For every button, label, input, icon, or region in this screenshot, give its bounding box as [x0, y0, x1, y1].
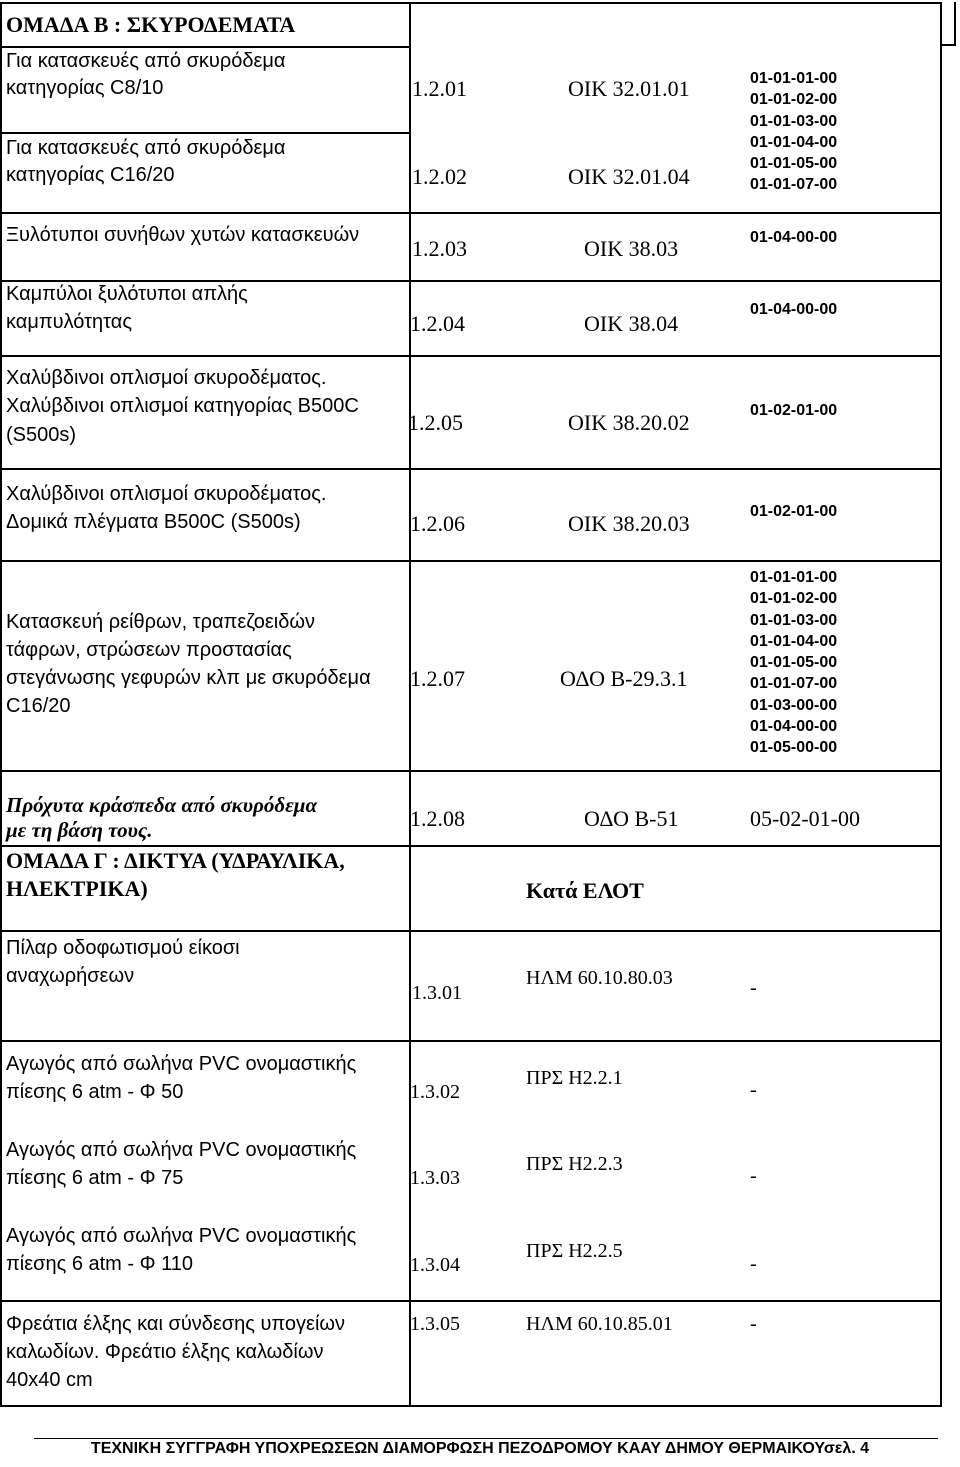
- row-description: Αγωγός από σωλήνα PVC ονομαστικής: [6, 1053, 357, 1075]
- footer-rule: [34, 1438, 938, 1439]
- row-description: Καμπύλοι ξυλότυποι απλής: [6, 283, 248, 305]
- rule: [0, 930, 942, 932]
- rule-top: [0, 2, 942, 4]
- row-description: Δομικά πλέγματα B500C (S500s): [6, 511, 301, 533]
- row-description: Πρόχυτα κράσπεδα από σκυρόδεμα: [6, 793, 318, 817]
- row-number: 1.2.03: [412, 236, 467, 261]
- row-number: 1.3.02: [410, 1081, 460, 1103]
- rule: [0, 845, 942, 847]
- row-description: Χαλύβδινοι οπλισμοί σκυροδέματος.: [6, 483, 327, 505]
- row-description: κατηγορίας C8/10: [6, 77, 164, 99]
- border-left: [0, 2, 2, 1407]
- row-description: πίεσης 6 atm - Φ 75: [6, 1167, 184, 1189]
- row-description: καμπυλότητας: [6, 311, 132, 333]
- group-b-title: ΟΜΑΔΑ Β : ΣΚΥΡΟΔΕΜΑΤΑ: [6, 12, 296, 37]
- rule: [0, 132, 410, 134]
- rule: [0, 355, 942, 357]
- code-list: 01-02-01-00: [750, 503, 838, 520]
- row-description: Πίλαρ οδοφωτισμού είκοσι: [6, 937, 240, 959]
- rule-bottom: [0, 1405, 942, 1407]
- row-number: 1.3.05: [410, 1313, 460, 1335]
- row-description: καλωδίων. Φρεάτιο έλξης καλωδίων: [6, 1341, 324, 1363]
- row-description: (S500s): [6, 424, 77, 446]
- rule: [0, 212, 942, 214]
- row-description: στεγάνωσης γεφυρών κλπ με σκυρόδεμα: [6, 667, 371, 689]
- row-description: C16/20: [6, 695, 71, 717]
- row-codes: -: [750, 1253, 757, 1275]
- row-number: 1.3.01: [412, 982, 462, 1004]
- row-number: 1.2.02: [412, 164, 467, 189]
- code-list: 01-02-01-00: [750, 402, 838, 419]
- row-reference: ΗΛΜ 60.10.80.03: [526, 967, 673, 989]
- row-description: Αγωγός από σωλήνα PVC ονομαστικής: [6, 1225, 357, 1247]
- border-right-outer: [954, 2, 956, 46]
- row-reference: ΟΔΟ Β-29.3.1: [560, 666, 688, 691]
- row-codes: 05-02-01-00: [750, 806, 860, 831]
- row-description: τάφρων, στρώσεων προστασίας: [6, 639, 292, 661]
- row-number: 1.2.08: [410, 806, 465, 831]
- row-number: 1.3.04: [410, 1254, 460, 1276]
- row-reference: ΟΙΚ 38.03: [584, 236, 679, 261]
- row-reference: ΟΙΚ 32.01.01: [568, 76, 690, 101]
- row-codes: -: [750, 1165, 757, 1187]
- row-number: 1.2.01: [412, 76, 467, 101]
- border-right: [940, 2, 942, 1407]
- row-number: 1.2.04: [410, 311, 465, 336]
- row-number: 1.2.05: [408, 410, 463, 435]
- row-reference: ΗΛΜ 60.10.85.01: [526, 1313, 673, 1335]
- row-reference: ΟΔΟ Β-51: [584, 806, 679, 831]
- rule: [0, 1300, 942, 1302]
- rule: [0, 468, 942, 470]
- page-footer: [0, 1440, 960, 1458]
- code-list: 01-04-00-00: [750, 229, 838, 246]
- row-number: 1.2.07: [410, 666, 465, 691]
- rule: [0, 280, 942, 282]
- row-reference: ΟΙΚ 38.04: [584, 311, 679, 336]
- row-description: Χαλύβδινοι οπλισμοί κατηγορίας B500C: [6, 395, 359, 417]
- rule: [0, 560, 942, 562]
- row-number: 1.3.03: [410, 1167, 460, 1189]
- rule-title-bottom: [0, 46, 410, 48]
- group-c-title: ΟΜΑΔΑ Γ : ΔΙΚΤΥΑ (ΥΔΡΑΥΛΙΚΑ,: [6, 848, 345, 873]
- footer-text: ΤΕΧΝΙΚΗ ΣΥΓΓΡΑΦΗ ΥΠΟΧΡΕΩΣΕΩΝ ΔΙΑΜΟΡΦΩΣΗ ΠΕΖΟΔΡΟΜΟΥ ΚΑΑΥ ΔΗΜΟΥ ΘΕΡΜΑΙΚΟΥ: [90, 1440, 824, 1457]
- row-number: 1.2.06: [410, 511, 465, 536]
- row-description: με τη βάση τους.: [6, 818, 153, 842]
- row-description: Για κατασκευές από σκυρόδεμα: [6, 50, 286, 72]
- row-description: πίεσης 6 atm - Φ 50: [6, 1081, 184, 1103]
- rule: [940, 44, 956, 46]
- column-divider: [409, 2, 411, 1407]
- page-number: σελ. 4: [823, 1440, 870, 1457]
- code-list: 01-01-01-00 01-01-02-00 01-01-03-00 01-01-04-00 01-01-05-00 01-01-07-00 01-03-00-00 01-04-00-00 01-05-00-00: [750, 569, 838, 757]
- row-description: Αγωγός από σωλήνα PVC ονομαστικής: [6, 1139, 357, 1161]
- code-list: 01-04-00-00: [750, 301, 838, 318]
- rule: [0, 1040, 942, 1042]
- row-description: κατηγορίας C16/20: [6, 164, 175, 186]
- row-reference: ΟΙΚ 32.01.04: [568, 164, 690, 189]
- row-reference: ΟΙΚ 38.20.03: [568, 511, 690, 536]
- row-reference: ΠΡΣ Η2.2.5: [526, 1240, 623, 1262]
- row-codes: -: [750, 1079, 757, 1101]
- row-description: αναχωρήσεων: [6, 965, 135, 987]
- row-description: Για κατασκευές από σκυρόδεμα: [6, 137, 286, 159]
- row-reference: ΟΙΚ 38.20.02: [568, 410, 690, 435]
- row-reference: ΠΡΣ Η2.2.1: [526, 1067, 623, 1089]
- group-c-title: ΗΛΕΚΤΡΙΚΑ): [6, 876, 148, 901]
- row-description: 40x40 cm: [6, 1369, 93, 1391]
- group-c-reference-note: Κατά ΕΛΟΤ: [526, 878, 644, 903]
- row-description: Χαλύβδινοι οπλισμοί σκυροδέματος.: [6, 367, 327, 389]
- row-description: Ξυλότυποι συνήθων χυτών κατασκευών: [6, 224, 360, 246]
- rule: [0, 770, 942, 772]
- row-description: Φρεάτια έλξης και σύνδεσης υπογείων: [6, 1313, 346, 1335]
- code-list: 01-01-01-00 01-01-02-00 01-01-03-00 01-01-04-00 01-01-05-00 01-01-07-00: [750, 70, 838, 194]
- row-description: Κατασκευή ρείθρων, τραπεζοειδών: [6, 611, 315, 633]
- row-codes: -: [750, 977, 757, 999]
- row-reference: ΠΡΣ Η2.2.3: [526, 1153, 623, 1175]
- row-codes: -: [750, 1313, 757, 1335]
- row-description: πίεσης 6 atm - Φ 110: [6, 1253, 194, 1275]
